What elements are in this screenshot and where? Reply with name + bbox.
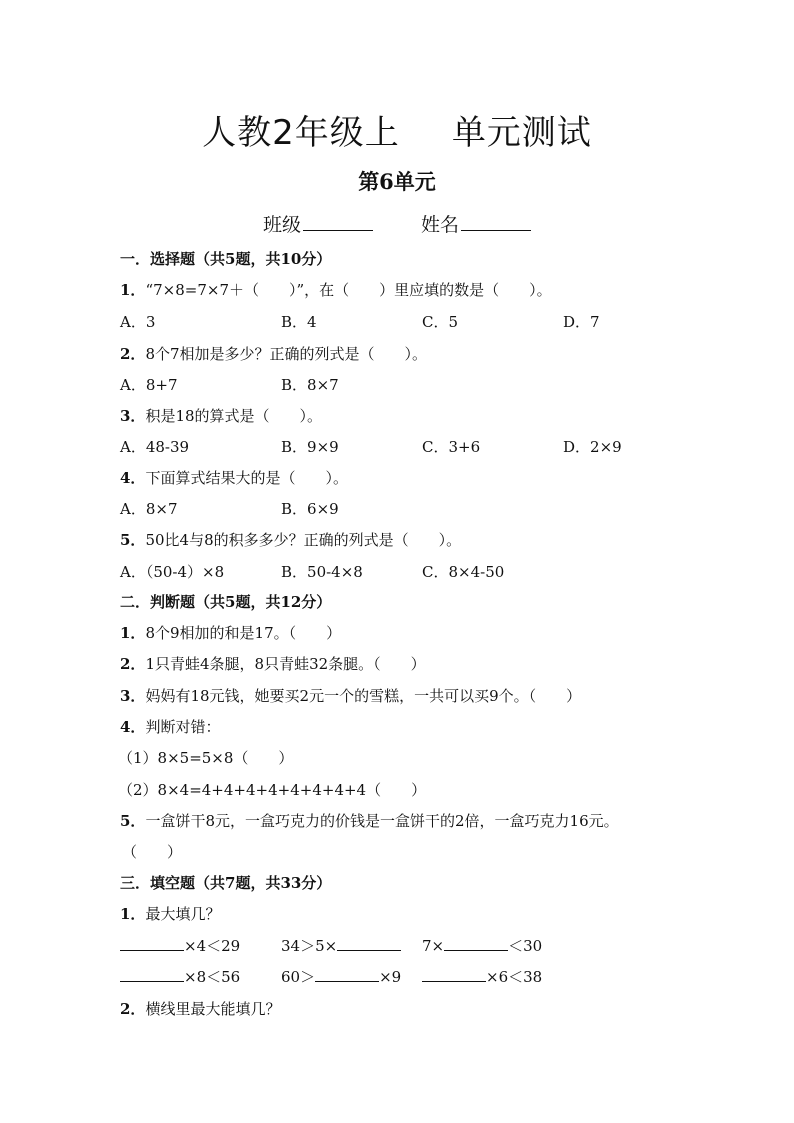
choice-question-1 (120, 279, 552, 300)
option-b[interactable]: B．9×9 (281, 438, 339, 456)
fill-item (120, 966, 240, 987)
question-number: 1． (120, 905, 146, 923)
option-a[interactable]: A．3 (120, 313, 156, 331)
fill-text: ×4＜29 (184, 937, 241, 955)
fill-text: ×9 (379, 968, 402, 986)
section-heading-choice: 一．选择题（共5题，共10分） (120, 250, 332, 268)
name-label: 姓名 (421, 214, 460, 236)
question-text: 50比4与8的积多多少？正确的列式是（ ）。 (145, 531, 462, 549)
option-a[interactable]: A．8+7 (120, 376, 178, 394)
unit-subtitle: 第6单元 (358, 169, 436, 194)
question-text: 妈妈有18元钱，她要买2元一个的雪糕，一共可以买9个。（ ） (145, 687, 582, 705)
option-c[interactable]: C．5 (422, 313, 459, 331)
question-text: 最大填几？ (145, 905, 221, 923)
judge-question-4 (120, 716, 220, 737)
question-number: 4． (120, 718, 146, 736)
fill-item (422, 966, 542, 987)
fill-text: 34＞5× (281, 937, 338, 955)
option-d[interactable]: D．7 (563, 313, 600, 331)
question-number: 2． (120, 655, 146, 673)
judge-question-1 (120, 622, 341, 643)
fill-item (281, 935, 401, 956)
question-number: 4． (120, 469, 146, 487)
question-text: 横线里最大能填几？ (145, 1000, 281, 1018)
fill-text: ×8＜56 (184, 968, 241, 986)
question-number: 5． (120, 812, 146, 830)
answer-blank[interactable] (120, 937, 184, 951)
answer-blank[interactable] (444, 937, 508, 951)
choice-question-3 (120, 405, 322, 426)
question-text: 一盒饼干8元，一盒巧克力的价钱是一盒饼干的2倍，一盒巧克力16元。 (145, 812, 619, 830)
student-info-bar (0, 210, 794, 237)
question-text: 8个7相加是多少？正确的列式是（ ）。 (145, 345, 428, 363)
judge-subquestion-2: （2）8×4=4+4+4+4+4+4+4+4（ ） (118, 781, 427, 799)
page-title (0, 105, 794, 154)
option-c[interactable]: C．8×4-50 (422, 563, 505, 581)
section-heading-judge: 二．判断题（共5题，共12分） (120, 593, 332, 611)
option-a[interactable]: A．（50-4）×8 (120, 563, 225, 581)
question-number: 5． (120, 531, 146, 549)
fill-text: 60＞ (281, 968, 316, 986)
question-number: 3． (120, 687, 146, 705)
choice-question-2 (120, 343, 427, 364)
option-b[interactable]: B．50-4×8 (281, 563, 363, 581)
fill-item (281, 966, 401, 987)
fill-text: ×6＜38 (486, 968, 543, 986)
answer-blank[interactable] (337, 937, 401, 951)
choice-question-5 (120, 529, 461, 550)
question-number: 1． (120, 624, 146, 642)
answer-parentheses: （ ） (122, 843, 183, 861)
choice-question-4 (120, 467, 348, 488)
option-b[interactable]: B．4 (281, 313, 317, 331)
answer-blank[interactable] (120, 968, 184, 982)
question-text: 下面算式结果大的是（ ）。 (145, 469, 348, 487)
question-number: 2． (120, 1000, 146, 1018)
name-blank[interactable] (461, 212, 531, 231)
question-text: 判断对错： (145, 718, 221, 736)
option-b[interactable]: B．6×9 (281, 500, 339, 518)
option-d[interactable]: D．2×9 (563, 438, 622, 456)
question-text: 积是18的算式是（ ）。 (145, 407, 323, 425)
fill-item (422, 935, 542, 956)
option-a[interactable]: A．48-39 (120, 438, 190, 456)
question-number: 3． (120, 407, 146, 425)
fill-question-2 (120, 998, 280, 1019)
fill-item (120, 935, 240, 956)
judge-question-3 (120, 685, 581, 706)
answer-blank[interactable] (422, 968, 486, 982)
question-text: “7×8=7×7＋（ ）”，在（ ）里应填的数是（ ）。 (145, 281, 552, 299)
fill-text: ＜30 (508, 937, 543, 955)
option-a[interactable]: A．8×7 (120, 500, 178, 518)
title-right: 单元测试 (451, 113, 592, 153)
fill-text: 7× (422, 937, 445, 955)
judge-question-5 (120, 810, 619, 831)
option-c[interactable]: C．3+6 (422, 438, 481, 456)
judge-subquestion-1: （1）8×5=5×8（ ） (118, 749, 294, 767)
class-label: 班级 (262, 214, 301, 236)
class-blank[interactable] (303, 212, 373, 231)
title-left: 人教2年级上 (202, 113, 400, 153)
answer-blank[interactable] (315, 968, 379, 982)
fill-question-1 (120, 903, 220, 924)
section-heading-fill: 三．填空题（共7题，共33分） (120, 874, 332, 892)
question-text: 1只青蛙4条腿，8只青蛙32条腿。（ ） (145, 655, 426, 673)
question-text: 8个9相加的和是17。（ ） (145, 624, 342, 642)
judge-question-2 (120, 653, 426, 674)
option-b[interactable]: B．8×7 (281, 376, 339, 394)
question-number: 1． (120, 281, 146, 299)
question-number: 2． (120, 345, 146, 363)
